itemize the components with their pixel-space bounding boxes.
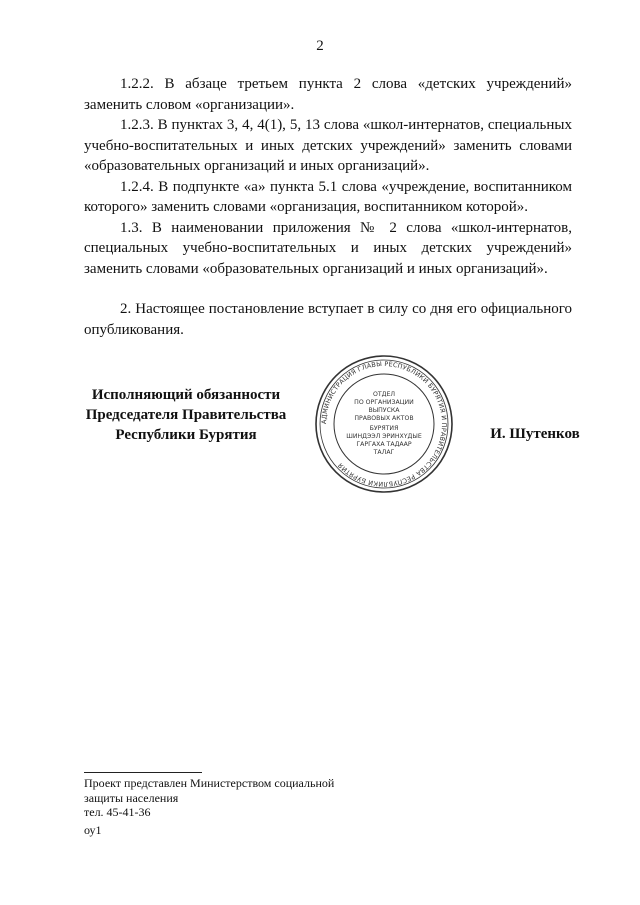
footnote-line: защиты населения — [84, 790, 179, 805]
paragraph-1-2-4: 1.2.4. В подпункте «а» пункта 5.1 слова «учреждение, воспитанником которого» заменить словами «организация, воспитанником которой». — [84, 178, 572, 215]
paragraph-2: 2. Настоящее постановление вступает в силу со дня его официального опубликования. — [84, 301, 572, 338]
signatory-name: И. Шутенков — [490, 426, 580, 442]
document-body — [84, 74, 572, 340]
document-code: оу1 — [84, 823, 102, 837]
svg-text:ТАЛАГ: ТАЛАГ — [373, 449, 395, 456]
signatory-position-line: Исполняющий обязанности — [91, 387, 281, 403]
svg-text:АДМИНИСТРАЦИЯ ГЛАВЫ РЕСПУБЛИКИ: АДМИНИСТРАЦИЯ ГЛАВЫ РЕСПУБЛИКИ БУРЯТИЯ И ПРАВИТЕЛЬСТВА РЕСПУБЛИКИ БУРЯТИЯ — [319, 359, 449, 489]
official-seal-stamp — [314, 354, 454, 494]
svg-text:ОТДЕЛ: ОТДЕЛ — [372, 391, 396, 398]
svg-text:ПО ОРГАНИЗАЦИИ: ПО ОРГАНИЗАЦИИ — [354, 399, 414, 406]
signatory-position-line: Республики Бурятия — [115, 427, 257, 443]
svg-text:БУРЯТИЯ: БУРЯТИЯ — [369, 425, 399, 432]
footnote-line: Проект представлен Министерством социальной — [84, 776, 335, 790]
svg-text:ШИНДЭЭЛ ЭРИНХҮДЫЕ: ШИНДЭЭЛ ЭРИНХҮДЫЕ — [346, 433, 422, 440]
footnote — [84, 776, 404, 820]
paragraph-1-3: 1.3. В наименовании приложения № 2 слова «школ-интернатов, специальных учебно-воспитательных и иных детских учреждений» заменить словами «образовательных организаций и иных организаций». — [84, 219, 572, 277]
signatory-position-line: Председателя Правительства — [85, 407, 287, 423]
signatory-position — [72, 385, 300, 445]
footnote-line: тел. 45-41-36 — [84, 805, 151, 819]
svg-text:ВЫПУСКА: ВЫПУСКА — [368, 407, 400, 414]
paragraph-1-2-3: 1.2.3. В пунктах 3, 4, 4(1), 5, 13 слова «школ-интернатов, специальных учебно-воспитательных и иных детских учреждений» заменить словами «образовательных организаций и иных организаций». — [84, 117, 572, 174]
svg-text:ГАРГАХА ТАДААР: ГАРГАХА ТАДААР — [356, 441, 412, 448]
paragraph-1-2-2: 1.2.2. В абзаце третьем пункта 2 слова «детских учреждений» заменить словом «организации». — [84, 76, 572, 113]
svg-text:ПРАВОВЫХ АКТОВ: ПРАВОВЫХ АКТОВ — [354, 415, 414, 422]
footnote-divider — [84, 772, 202, 773]
page-number: 2 — [316, 38, 324, 54]
